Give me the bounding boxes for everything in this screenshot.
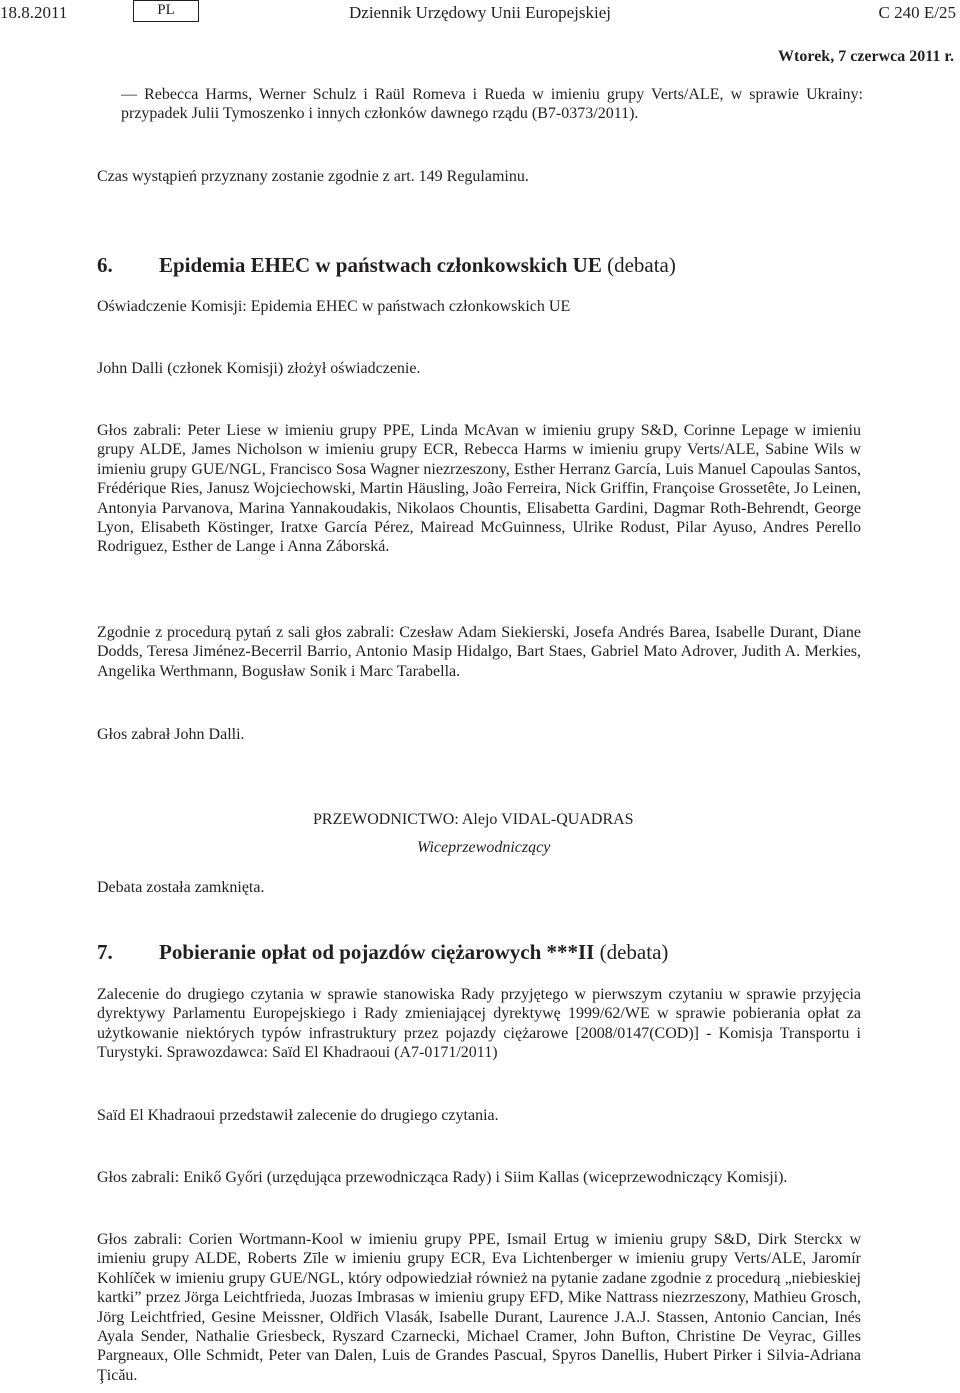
debate-closed: Debata została zamknięta. xyxy=(97,879,265,896)
rapporteur-presentation: Saïd El Khadraoui przedstawił zalecenie do drugiego czytania. xyxy=(97,1107,499,1124)
item-6-number: 6. xyxy=(97,253,113,277)
item-6-title: Epidemia EHEC w państwach członkowskich UE xyxy=(159,253,602,277)
presidency-line: PRZEWODNICTWO: Alejo VIDAL-QUADRAS xyxy=(313,811,634,828)
publication-date: 18.8.2011 xyxy=(0,3,68,22)
item-7-heading xyxy=(159,940,668,965)
statement-presenter: John Dalli (członek Komisji) złożył oświadczenie. xyxy=(97,360,421,377)
catch-the-eye-speakers: Zgodnie z procedurą pytań z sali głos zabrali: Czesław Adam Siekierski, Josefa Andrés Barea, Isabelle Durant, Diane Dodds, Teresa Jiménez-Becerril Barrio, Antonio Masip Hidalgo, Bart Staes, Gabriel Mato Adrover, Judith A. Merkies, Angelika Werthmann, Bogusław Sonik i Marc Tarabella. xyxy=(97,624,861,680)
final-speaker: Głos zabrał John Dalli. xyxy=(97,726,245,743)
page-reference: C 240 E/25 xyxy=(878,3,956,22)
speakers-list: Głos zabrali: Peter Liese w imieniu grupy PPE, Linda McAvan w imieniu grupy S&D, Corinne Lepage w imieniu grupy ALDE, James Nicholson w imieniu grupy ECR, Rebecca Harms w imieniu grupy Verts/ALE, Sabine Wils w imieniu grupy GUE/NGL, Francisco Sosa Wagner niezrzeszony, Esther Herranz García, Luis Manuel Capoulas Santos, Frédérique Ries, Janusz Wojciechowski, Martin Häusling, João Ferreira, Nick Griffin, Françoise Grossetête, Jo Leinen, Antonyia Parvanova, Marina Yannakoudakis, Nikolaos Chountis, Elisabetta Gardini, Dagmar Roth-Behrendt, George Lyon, Elisabeth Köstinger, Iratxe García Pérez, Mairead McGuinness, Ulrike Rodust, Pilar Ayuso, Andres Perello Rodriguez, Esther de Lange i Anna Záborská. xyxy=(97,422,861,556)
council-commission-speakers: Głos zabrali: Enikő Győri (urzędująca przewodnicząca Rady) i Siim Kallas (wiceprzewodniczący Komisji). xyxy=(97,1169,788,1186)
language-badge: PL xyxy=(133,0,199,22)
speaking-time-note: Czas wystąpień przyznany zostanie zgodnie z art. 149 Regulaminu. xyxy=(97,168,529,185)
commission-statement: Oświadczenie Komisji: Epidemia EHEC w państwach członkowskich UE xyxy=(97,298,571,315)
presidency-role: Wiceprzewodniczący xyxy=(417,839,551,856)
item-6-suffix: (debata) xyxy=(607,253,676,277)
item-7-speakers-list: Głos zabrali: Corien Wortmann-Kool w imieniu grupy PPE, Ismail Ertug w imieniu grupy S&D, Dirk Sterckx w imieniu grupy ALDE, Roberts Zīle w imieniu grupy ECR, Eva Lichtenberger w imieniu grupy Verts/ALE, Jaromír Kohlíček w imieniu grupy GUE/NGL, który odpowiedział również na pytanie zadane zgodnie z procedurą „niebieskiej kartki” przez Jörga Leichtfrieda, Juozas Imbrasas w imieniu grupy EFD, Mike Nattrass niezrzeszony, Mathieu Grosch, Jörg Leichtfried, Gesine Meissner, Oldřich Vlasák, Isabelle Durant, Laurence J.A.J. Stassen, Antonio Cancian, Inés Ayala Sender, Nathalie Griesbeck, Ryszard Czarnecki, Michael Cramer, John Bufton, Christine De Veyrac, Gilles Pargneaux, Olle Schmidt, Peter van Dalen, Luis de Grandes Pascual, Spyros Danellis, Hubert Pirker i Silvia-Adriana Ţicău. xyxy=(97,1231,861,1384)
sitting-day-label: Wtorek, 7 czerwca 2011 r. xyxy=(778,48,954,65)
item-6-heading xyxy=(159,253,676,278)
dash-list-item: — Rebecca Harms, Werner Schulz i Raül Romeva i Rueda w imieniu grupy Verts/ALE, w sprawie Ukrainy: przypadek Julii Tymoszenko i innych członków dawnego rządu (B7-0373/2011). xyxy=(121,86,863,123)
item-7-title: Pobieranie opłat od pojazdów ciężarowych ***II xyxy=(159,940,595,964)
journal-title: Dziennik Urzędowy Unii Europejskiej xyxy=(349,3,612,22)
item-7-number: 7. xyxy=(97,940,113,964)
item-7-suffix: (debata) xyxy=(599,940,669,964)
recommendation-text: Zalecenie do drugiego czytania w sprawie stanowiska Rady przyjętego w pierwszym czytaniu w sprawie przyjęcia dyrektywy Parlamentu Europejskiego i Rady zmieniającej dyrektywę 1999/62/WE w sprawie pobierania opłat za użytkowanie niektórych typów infrastruktury przez pojazdy ciężarowe [2008/0147(COD)] - Komisja Transportu i Turystyki. Sprawozdawca: Saïd El Khadraoui (A7-0171/2011) xyxy=(97,986,861,1062)
